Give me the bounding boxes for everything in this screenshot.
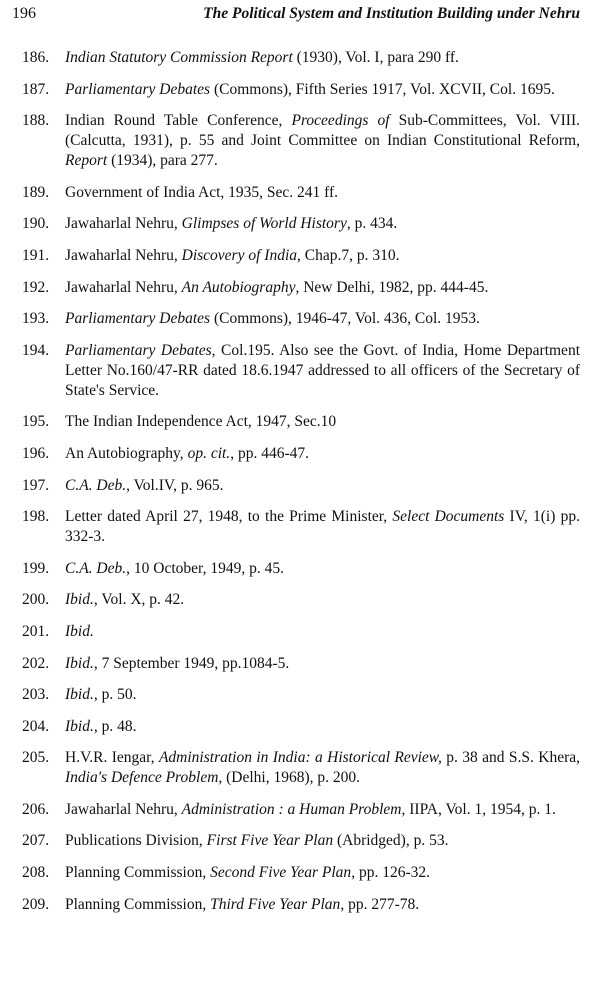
endnote-number: 204. (22, 717, 50, 735)
endnote-number: 193. (22, 310, 50, 328)
text-segment: IV, 1(i) pp. 332-3. (65, 508, 580, 546)
text-segment: (Abridged), p. 53. (333, 832, 449, 850)
endnote-text (65, 214, 580, 234)
endnote (22, 831, 580, 851)
endnote-text (65, 341, 580, 401)
endnote-number: 201. (22, 622, 50, 640)
italic-title: Report (65, 152, 108, 170)
italic-title: Parliamentary Debates (65, 80, 211, 98)
endnote (22, 685, 580, 705)
endnote-number: 202. (22, 654, 50, 672)
text-segment: , pp. 126-32. (351, 864, 430, 882)
endnote (22, 895, 580, 915)
italic-title: India's Defence Problem, (65, 769, 223, 787)
text-segment: (Commons), Fifth Series 1917, Vol. XCVII, Col. 1695. (210, 80, 555, 98)
italic-title: Administration in India: a Historical Review, (158, 749, 442, 767)
endnote-text (65, 559, 580, 579)
endnote (22, 507, 580, 547)
endnote-number: 189. (22, 183, 50, 201)
text-segment: , pp. 446-47. (230, 444, 309, 462)
endnote-text (65, 800, 580, 820)
text-segment: , Vol. X, p. 42. (93, 591, 185, 609)
endnote-text (65, 309, 580, 329)
text-segment: , Chap.7, p. 310. (297, 246, 400, 264)
text-segment: (1930), Vol. I, para 290 ff. (292, 49, 459, 66)
endnote-number: 194. (22, 341, 50, 359)
endnote (22, 48, 580, 68)
endnote-number: 205. (22, 749, 50, 767)
endnote-number: 191. (22, 246, 50, 264)
endnote-text (65, 622, 580, 642)
endnote-number: 197. (22, 476, 50, 494)
italic-title: Parliamentary Debates (65, 310, 211, 328)
endnote-text (65, 895, 580, 915)
endnote-text (65, 412, 580, 432)
endnote (22, 309, 580, 329)
text-segment: The Indian Independence Act, 1947, Sec.10 (65, 413, 337, 431)
italic-title: Ibid. (65, 622, 94, 640)
endnote-text (65, 590, 580, 610)
italic-title: Select Documents (392, 508, 505, 526)
italic-title: op. cit. (187, 444, 231, 462)
endnote-number: 208. (22, 864, 50, 882)
text-segment: , IIPA, Vol. 1, 1954, p. 1. (401, 800, 556, 818)
text-segment: Col.195. Also see the Govt. of India, Home Department Letter No.160/47-RR dated 18.6.1947 addressed to all officers of the Secretary of State's Service. (65, 341, 580, 399)
italic-title: Ibid. (65, 686, 94, 704)
endnote (22, 444, 580, 464)
italic-title: Parliamentary Debates, (65, 341, 216, 359)
endnote-text (65, 717, 580, 737)
text-segment: Planning Commission, (65, 864, 211, 882)
italic-title: Ibid. (65, 591, 94, 609)
endnote (22, 717, 580, 737)
endnote-number: 199. (22, 559, 50, 577)
text-segment: Government of India Act, 1935, Sec. 241 ff. (65, 183, 339, 201)
endnote (22, 341, 580, 401)
text-segment: (Delhi, 1968), p. 200. (222, 769, 361, 787)
text-segment: , 10 October, 1949, p. 45. (126, 559, 284, 577)
page-number: 196 (12, 5, 36, 22)
text-segment: Sub-Committees, Vol. VIII. (Calcutta, 1931), p. 55 and Joint Committee on Indian Constitutional Reform, (65, 112, 580, 150)
endnote (22, 111, 580, 171)
page-header (12, 5, 580, 29)
text-segment: Indian Round Table Conference, (65, 112, 292, 130)
italic-title: Second Five Year Plan (210, 864, 352, 882)
italic-title: Third Five Year Plan (210, 895, 341, 913)
endnote-number: 195. (22, 413, 50, 431)
endnote-number: 196. (22, 444, 50, 462)
italic-title: An Autobiography (181, 278, 296, 296)
text-segment: , p. 434. (346, 215, 398, 233)
text-segment: Planning Commission, (65, 895, 211, 913)
text-segment: p. 38 and S.S. Khera, (441, 749, 580, 767)
endnote-number: 187. (22, 80, 50, 98)
endnote (22, 590, 580, 610)
italic-title: Discovery of India (181, 246, 297, 264)
text-segment: , pp. 277-78. (340, 895, 420, 913)
text-segment: , 7 September 1949, pp.1084-5. (93, 654, 290, 672)
endnote (22, 80, 580, 100)
endnote-number: 200. (22, 591, 50, 609)
italic-title: First Five Year Plan (206, 832, 334, 850)
endnote-number: 198. (22, 508, 50, 526)
endnote-number: 188. (22, 112, 50, 130)
italic-title: Indian Statutory Commission Report (65, 49, 293, 66)
endnote (22, 476, 580, 496)
endnote-text (65, 476, 580, 496)
endnote (22, 863, 580, 883)
endnote-text (65, 654, 580, 674)
endnote-text (65, 685, 580, 705)
endnote (22, 412, 580, 432)
text-segment: Jawaharlal Nehru, (65, 246, 182, 264)
endnote (22, 278, 580, 298)
endnote-number: 186. (22, 49, 50, 66)
endnote-text (65, 507, 580, 547)
endnote-text (65, 444, 580, 464)
italic-title: C.A. Deb. (65, 559, 127, 577)
italic-title: Ibid. (65, 717, 94, 735)
text-segment: Letter dated April 27, 1948, to the Prime Minister, (65, 508, 393, 526)
italic-title: Ibid. (65, 654, 94, 672)
endnote-number: 192. (22, 278, 50, 296)
text-segment: (Commons), 1946-47, Vol. 436, Col. 1953. (210, 310, 480, 328)
endnote-number: 203. (22, 686, 50, 704)
endnote-text (65, 48, 580, 68)
text-segment: , Vol.IV, p. 965. (126, 476, 224, 494)
endnote-number: 207. (22, 832, 50, 850)
text-segment: , New Delhi, 1982, pp. 444-45. (295, 278, 489, 296)
endnote (22, 559, 580, 579)
endnote (22, 800, 580, 820)
endnote-text (65, 863, 580, 883)
endnote-text (65, 183, 580, 203)
endnote (22, 748, 580, 788)
italic-title: Proceedings of (291, 112, 390, 130)
text-segment: , p. 50. (93, 686, 137, 704)
endnote-text (65, 246, 580, 266)
italic-title: Glimpses of World History (181, 215, 347, 233)
text-segment: (1934), para 277. (107, 152, 218, 170)
running-head: The Political System and Institution Building under Nehru (203, 5, 580, 22)
endnotes-list (22, 48, 580, 926)
text-segment: An Autobiography, (65, 444, 188, 462)
endnote (22, 622, 580, 642)
endnote (22, 183, 580, 203)
endnote (22, 654, 580, 674)
endnote-number: 209. (22, 895, 50, 913)
text-segment: Jawaharlal Nehru, (65, 215, 182, 233)
text-segment: Jawaharlal Nehru, (65, 800, 182, 818)
endnote (22, 246, 580, 266)
text-segment: H.V.R. Iengar, (65, 749, 159, 767)
endnote-text (65, 278, 580, 298)
endnote-number: 206. (22, 800, 50, 818)
italic-title: Administration : a Human Problem (181, 800, 402, 818)
endnote-text (65, 111, 580, 171)
endnote-text (65, 748, 580, 788)
italic-title: C.A. Deb. (65, 476, 127, 494)
text-segment: Publications Division, (65, 832, 207, 850)
endnote-number: 190. (22, 215, 50, 233)
endnote (22, 214, 580, 234)
text-segment: Jawaharlal Nehru, (65, 278, 182, 296)
endnote-text (65, 831, 580, 851)
endnote-text (65, 80, 580, 100)
text-segment: , p. 48. (93, 717, 137, 735)
